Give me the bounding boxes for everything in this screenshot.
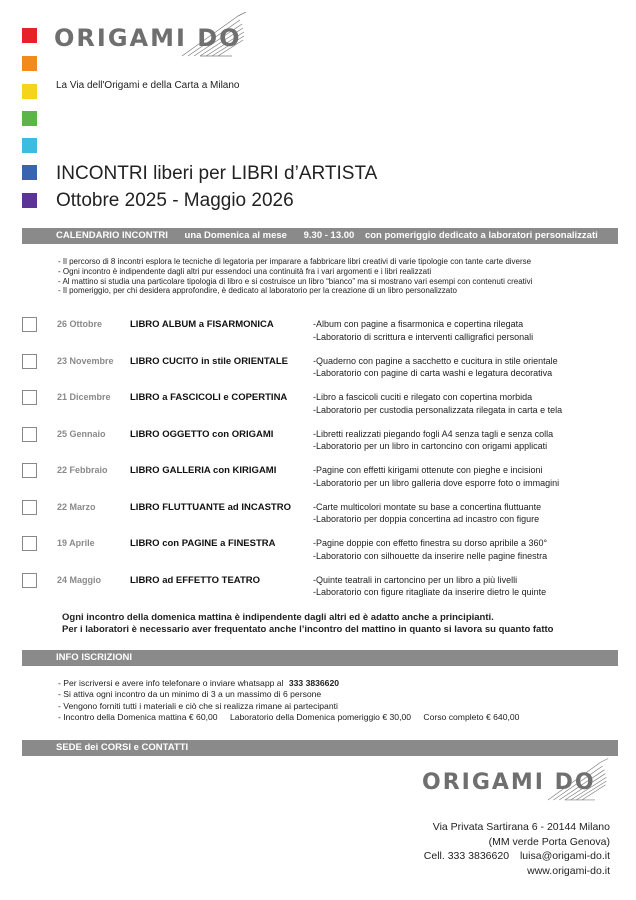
session-date: 22 Febbraio (57, 465, 108, 475)
color-square (22, 84, 37, 99)
session-date: 23 Novembre (57, 355, 114, 366)
title-line1: INCONTRI liberi per LIBRI d’ARTISTA (56, 163, 378, 184)
title-line2: Ottobre 2025 - Maggio 2026 (56, 190, 294, 211)
session-title: LIBRO ad EFFETTO TEATRO (130, 574, 261, 586)
session-row (0, 463, 636, 499)
session-row (0, 573, 636, 609)
session-title: LIBRO ALBUM a FISARMONICA (130, 319, 274, 330)
sede-bar (22, 740, 618, 756)
session-description (313, 318, 533, 343)
session-checkbox[interactable] (22, 354, 37, 369)
session-date: 24 Maggio (57, 574, 102, 585)
color-square (22, 138, 37, 153)
info-phone: 333 3836620 (288, 678, 340, 688)
note-line1: Ogni incontro della domenica mattina è indipendente dagli altri ed è adatto anche a principianti. (62, 612, 494, 623)
session-desc-line: -Laboratorio di scrittura e interventi calligrafici personali (313, 331, 534, 342)
session-title: LIBRO GALLERIA con KIRIGAMI (130, 465, 277, 476)
session-desc-line: -Libretti realizzati piegando fogli A4 senza tagli e senza colla (313, 428, 554, 439)
session-description (313, 428, 553, 453)
session-description (313, 574, 546, 599)
session-title: LIBRO CUCITO in stile ORIENTALE (130, 355, 288, 367)
intro-bullet: - Il pomeriggio, per chi desidera approfondire, è dedicato al laboratorio per la creazione di un libro personalizzato (58, 286, 457, 296)
calendar-bar (22, 228, 618, 244)
session-row (0, 536, 636, 572)
session-desc-line: -Laboratorio per custodia personalizzata rilegata in carta e tela (313, 404, 563, 415)
session-desc-line: -Laboratorio con figure ritagliate da inserire dietro le quinte (313, 587, 547, 597)
contact-cell-email (424, 849, 610, 864)
session-date: 19 Aprile (57, 538, 95, 548)
session-row (0, 317, 636, 353)
price-full: Corso completo € 640,00 (423, 711, 520, 722)
session-desc-line: -Laboratorio per doppia concertina ad incastro con figure (313, 514, 540, 524)
session-desc-line: -Quaderno con pagine a sacchetto e cucitura in stile orientale (313, 355, 558, 366)
session-desc-line: -Laboratorio con silhouette da inserire nelle pagine finestra (313, 550, 548, 561)
color-square (22, 165, 37, 180)
session-checkbox[interactable] (22, 463, 37, 478)
session-description (313, 537, 547, 562)
session-row (0, 390, 636, 426)
session-desc-line: -Laboratorio con pagine di carta washi e legatura decorativa (313, 368, 553, 378)
session-title: LIBRO a FASCICOLI e COPERTINA (130, 392, 288, 403)
session-desc-line: -Laboratorio per un libro in cartoncino con origami applicati (313, 441, 548, 451)
tagline: La Via dell'Origami e della Carta a Milano (56, 80, 240, 91)
logo-text: ORIGAMI DO (422, 770, 596, 795)
contact-email[interactable]: luisa@origami-do.it (519, 850, 610, 862)
price-morning: - Incontro della Domenica mattina € 60,00 (58, 711, 218, 722)
session-date: 21 Dicembre (57, 392, 111, 402)
color-square (22, 56, 37, 71)
session-checkbox[interactable] (22, 573, 37, 588)
session-checkbox[interactable] (22, 427, 37, 442)
info-contact-prefix: - Per iscriversi e avere info telefonare o inviare whatsapp al (58, 678, 286, 688)
contact-cell: Cell. 333 3836620 (423, 850, 510, 862)
logo-bottom (420, 762, 620, 810)
session-description (313, 355, 558, 380)
session-date: 25 Gennaio (57, 428, 106, 439)
info-bar-label: INFO ISCRIZIONI (56, 652, 132, 663)
session-row (0, 427, 636, 463)
session-title: LIBRO FLUTTUANTE ad INCASTRO (130, 501, 291, 513)
intro-bullet: - Ogni incontro è indipendente dagli altri pur essendoci una continuità fra i vari argomenti e i libri realizzati (58, 266, 432, 276)
price-afternoon: Laboratorio della Domenica pomeriggio € 30,00 (229, 711, 412, 722)
session-desc-line: -Quinte teatrali in cartoncino per un libro a più livelli (313, 574, 518, 585)
session-checkbox[interactable] (22, 317, 37, 332)
session-desc-line: -Carte multicolori montate su base a concertina fluttuante (313, 501, 542, 512)
info-line: - Si attiva ogni incontro da un minimo di 3 a un massimo di 6 persone (58, 689, 322, 700)
info-contact-line (58, 678, 618, 689)
contact-metro: (MM verde Porta Genova) (488, 835, 610, 848)
info-bar (22, 650, 618, 666)
session-desc-line: -Laboratorio per un libro galleria dove esporre foto o immagini (313, 477, 560, 488)
calendar-label: CALENDARIO INCONTRI (56, 230, 168, 241)
calendar-frequency: una Domenica al mese (184, 230, 287, 241)
session-checkbox[interactable] (22, 536, 37, 551)
sede-bar-label: SEDE dei CORSI e CONTATTI (56, 742, 189, 753)
session-date: 26 Ottobre (57, 319, 103, 329)
session-description (313, 391, 562, 416)
info-line: - Vengono forniti tutti i materiali e ciò che si realizza rimane ai partecipanti (58, 700, 338, 711)
session-description (313, 464, 559, 489)
session-desc-line: -Pagine doppie con effetto finestra su dorso apribile a 360° (313, 538, 548, 548)
session-desc-line: -Libro a fascicoli cuciti e rilegato con copertina morbida (313, 392, 533, 402)
intro-bullet: - Il percorso di 8 incontri esplora le tecniche di legatoria per imparare a fabbricare libri creativi di varie tipologie con tante carte diverse (58, 257, 532, 266)
session-checkbox[interactable] (22, 390, 37, 405)
logo-text: ORIGAMI DO (54, 24, 242, 52)
session-desc-line: -Album con pagine a fisarmonica e copertina rilegata (313, 319, 524, 329)
session-row (0, 354, 636, 390)
contact-web[interactable]: www.origami-do.it (527, 864, 610, 877)
intro-bullet: - Al mattino si studia una particolare tipologia di libro e si costruisce un libro “bianco” ma si mostrano vari esempi con contenuti creativi (58, 276, 533, 286)
calendar-hours: 9.30 - 13.00 (303, 230, 355, 241)
color-square (22, 193, 37, 208)
note-line2: Per i laboratori è necessario aver frequentato anche l’incontro del mattino in quanto si lavora su quanto fatto (62, 624, 554, 635)
session-row (0, 500, 636, 536)
contact-address: Via Privata Sartirana 6 - 20144 Milano (432, 821, 610, 833)
session-description (313, 501, 541, 526)
info-list (58, 678, 618, 723)
session-date: 22 Marzo (57, 501, 96, 512)
logo-top (54, 14, 254, 64)
session-title: LIBRO OGGETTO con ORIGAMI (130, 428, 274, 440)
session-checkbox[interactable] (22, 500, 37, 515)
session-title: LIBRO con PAGINE a FINESTRA (130, 538, 276, 549)
info-prices (58, 712, 618, 723)
contact-block (424, 820, 610, 878)
color-square (22, 111, 37, 126)
session-desc-line: -Pagine con effetti kirigami ottenute con pieghe e incisioni (313, 465, 543, 475)
calendar-afternoon: con pomeriggio dedicato a laboratori personalizzati (364, 230, 598, 241)
intro-bullets (58, 257, 618, 296)
color-square (22, 28, 37, 43)
